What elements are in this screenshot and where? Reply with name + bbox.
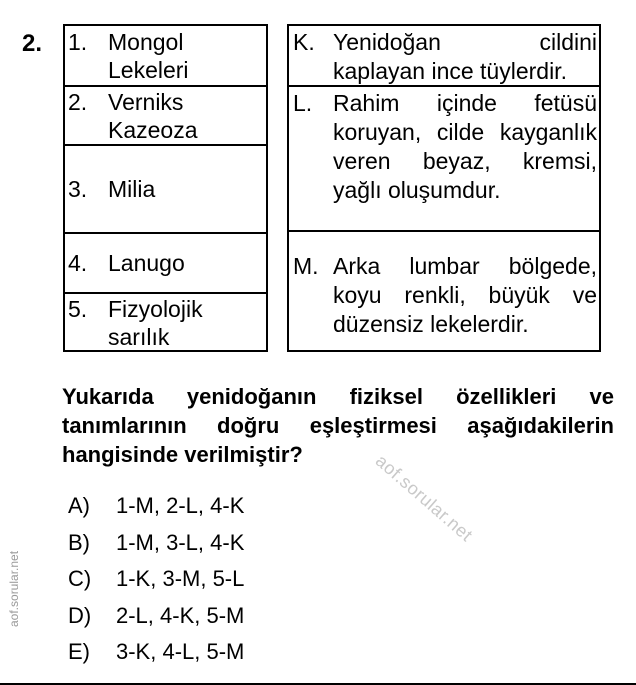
option-e[interactable] bbox=[68, 638, 244, 675]
left-item-3 bbox=[65, 146, 266, 234]
right-item-description: Arka lumbar bölgede, koyu renkli, büyük ve düzensiz lekelerdir. bbox=[333, 253, 597, 337]
option-b[interactable] bbox=[68, 529, 244, 566]
right-item-description: Yenidoğan cildini kaplayan ince tüylerdir. bbox=[333, 29, 597, 84]
left-item-line: Milia bbox=[108, 176, 156, 202]
right-item-description: Rahim içinde fetüsü koruyan, cilde kayganlık veren beyaz, kremsi, yağlı oluşumdur. bbox=[333, 90, 597, 203]
option-text: 1-M, 2-L, 4-K bbox=[116, 493, 245, 518]
right-item-m bbox=[289, 232, 599, 352]
option-letter: D) bbox=[68, 602, 92, 628]
answer-options bbox=[68, 492, 244, 675]
left-item-line: Mongol bbox=[108, 28, 184, 55]
option-c[interactable] bbox=[68, 565, 244, 602]
left-item-line: Lekeleri bbox=[108, 56, 189, 83]
watermark-diagonal: aof.sorular.net bbox=[371, 450, 477, 546]
option-a[interactable] bbox=[68, 492, 244, 529]
left-item-number: 4. bbox=[68, 250, 88, 276]
question-number: 2. bbox=[22, 30, 43, 57]
left-item-2 bbox=[65, 87, 266, 146]
right-item-letter: L. bbox=[293, 90, 313, 116]
left-item-line: Verniks bbox=[108, 88, 184, 115]
option-letter: B) bbox=[68, 529, 90, 555]
question-text: Yukarıda yenidoğanın fiziksel özellikleri ve tanımlarının doğru eşleştirmesi aşağıdakilerin hangisinde verilmiştir? bbox=[62, 384, 614, 467]
right-item-letter: M. bbox=[293, 253, 319, 279]
left-item-number: 3. bbox=[68, 176, 88, 202]
left-item-5 bbox=[65, 294, 266, 352]
option-letter: A) bbox=[68, 493, 90, 518]
left-item-line: sarılık bbox=[108, 324, 170, 350]
option-text: 3-K, 4-L, 5-M bbox=[116, 639, 245, 664]
option-letter: E) bbox=[68, 639, 90, 664]
left-item-line: Kazeoza bbox=[108, 116, 198, 143]
option-text: 1-K, 3-M, 5-L bbox=[116, 566, 245, 591]
right-item-l bbox=[289, 87, 599, 232]
left-item-number: 2. bbox=[68, 88, 88, 115]
option-letter: C) bbox=[68, 566, 92, 591]
left-item-line: Lanugo bbox=[108, 250, 185, 276]
right-item-k bbox=[289, 26, 599, 87]
left-item-4 bbox=[65, 234, 266, 294]
left-item-number: 1. bbox=[68, 28, 88, 55]
right-column-table bbox=[287, 24, 601, 352]
left-item-1 bbox=[65, 26, 266, 87]
option-text: 2-L, 4-K, 5-M bbox=[116, 602, 245, 628]
option-d[interactable] bbox=[68, 602, 244, 639]
right-item-letter: K. bbox=[293, 29, 315, 55]
watermark-side: aof.sorular.net bbox=[7, 550, 21, 627]
left-item-number: 5. bbox=[68, 296, 88, 322]
option-text: 1-M, 3-L, 4-K bbox=[116, 529, 245, 555]
left-item-line: Fizyolojik bbox=[108, 296, 203, 322]
left-column-table bbox=[63, 24, 268, 352]
